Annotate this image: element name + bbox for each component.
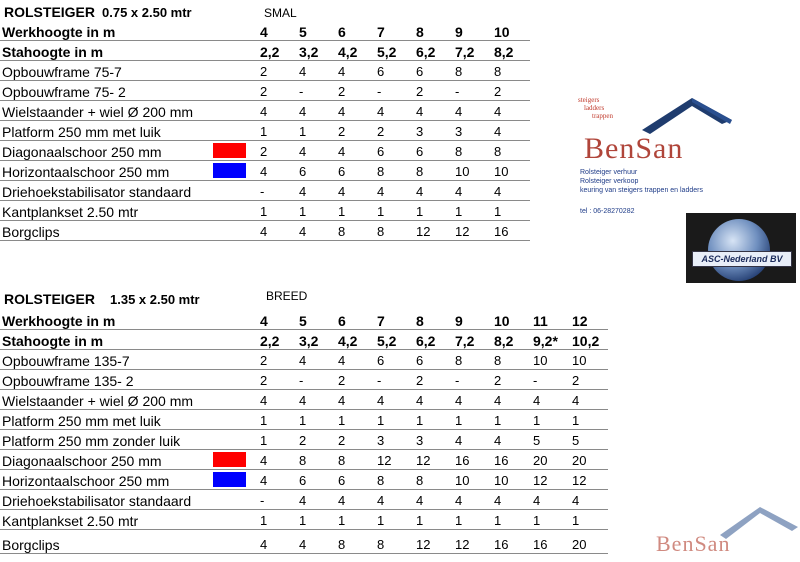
table-row bbox=[0, 140, 530, 160]
table-cell: 4 bbox=[296, 140, 335, 160]
table-cell: 5 bbox=[296, 20, 335, 40]
table-cell: 4 bbox=[296, 349, 335, 369]
table-cell: 5 bbox=[530, 429, 569, 449]
table-cell: 10 bbox=[491, 20, 530, 40]
row-label: Driehoekstabilisator standaard bbox=[0, 489, 213, 509]
logo-small-name: BenSan bbox=[656, 531, 731, 556]
table-cell: 2 bbox=[335, 120, 374, 140]
table-cell: 2 bbox=[413, 80, 452, 100]
table-cell: 6 bbox=[374, 140, 413, 160]
table-cell: 4 bbox=[257, 160, 296, 180]
color-swatch-cell bbox=[213, 309, 257, 329]
table-cell: 20 bbox=[569, 449, 608, 469]
table-cell: 10 bbox=[452, 160, 491, 180]
row-label: Opbouwframe 75-7 bbox=[0, 60, 213, 80]
table-row bbox=[0, 389, 608, 409]
table-row bbox=[0, 489, 608, 509]
table-row bbox=[0, 60, 530, 80]
table-cell: 4 bbox=[413, 180, 452, 200]
table-cell: 8 bbox=[491, 140, 530, 160]
table-cell: 4,2 bbox=[335, 329, 374, 349]
table-cell: 8,2 bbox=[491, 40, 530, 60]
table-cell: 12 bbox=[530, 469, 569, 489]
smal-type: SMAL bbox=[264, 6, 297, 20]
table-cell: 4 bbox=[452, 180, 491, 200]
smal-title: ROLSTEIGER bbox=[4, 4, 96, 20]
table-cell: 16 bbox=[491, 529, 530, 553]
table-cell: 5 bbox=[296, 309, 335, 329]
table-cell: 9 bbox=[452, 309, 491, 329]
table-cell: 6 bbox=[374, 60, 413, 80]
color-swatch-cell bbox=[213, 469, 257, 489]
table-cell: - bbox=[374, 80, 413, 100]
table-cell: 4 bbox=[413, 489, 452, 509]
globe-icon bbox=[708, 219, 770, 281]
color-swatch bbox=[213, 143, 246, 158]
table-cell: 2 bbox=[374, 120, 413, 140]
table-cell: 1 bbox=[374, 509, 413, 529]
table-cell: 4 bbox=[257, 449, 296, 469]
table-cell: 4 bbox=[413, 100, 452, 120]
table-cell: 4 bbox=[530, 389, 569, 409]
table-cell: 5,2 bbox=[374, 329, 413, 349]
table-cell: 4 bbox=[257, 469, 296, 489]
color-swatch-cell bbox=[213, 389, 257, 409]
table-cell: 4,2 bbox=[335, 40, 374, 60]
color-swatch bbox=[213, 452, 246, 467]
color-swatch-cell bbox=[213, 529, 257, 553]
color-swatch-cell bbox=[213, 220, 257, 240]
table-cell: 5,2 bbox=[374, 40, 413, 60]
table-row bbox=[0, 160, 530, 180]
table-cell: 2 bbox=[257, 349, 296, 369]
table-cell: 8 bbox=[335, 220, 374, 240]
table-cell: 8 bbox=[335, 529, 374, 553]
table-cell: 12 bbox=[452, 220, 491, 240]
color-swatch-cell bbox=[213, 20, 257, 40]
table-cell: 1 bbox=[257, 429, 296, 449]
table-cell: 2 bbox=[257, 60, 296, 80]
logo-tagline-3: trappen bbox=[592, 112, 613, 120]
breed-dimension: 1.35 x 2.50 mtr bbox=[110, 292, 200, 307]
bensan-logo-small bbox=[640, 505, 800, 562]
table-row bbox=[0, 180, 530, 200]
table-cell: 1 bbox=[257, 120, 296, 140]
table-cell: 8 bbox=[491, 349, 530, 369]
table-cell: 1 bbox=[452, 200, 491, 220]
table-cell: 12 bbox=[452, 529, 491, 553]
table-cell: 6 bbox=[335, 469, 374, 489]
table-cell: 1 bbox=[491, 200, 530, 220]
table-cell: 3 bbox=[452, 120, 491, 140]
color-swatch-cell bbox=[213, 160, 257, 180]
table-cell: 1 bbox=[569, 409, 608, 429]
table-cell: 4 bbox=[257, 100, 296, 120]
color-swatch-cell bbox=[213, 349, 257, 369]
table-cell: 3 bbox=[413, 120, 452, 140]
table-cell: 2 bbox=[257, 369, 296, 389]
table-cell: 4 bbox=[374, 389, 413, 409]
table-cell: 16 bbox=[491, 220, 530, 240]
table-cell: 6 bbox=[413, 60, 452, 80]
row-label: Wielstaander + wiel Ø 200 mm bbox=[0, 389, 213, 409]
table-cell: 10,2 bbox=[569, 329, 608, 349]
table-cell: 4 bbox=[530, 489, 569, 509]
row-label: Werkhoogte in m bbox=[0, 20, 213, 40]
table-cell: 9 bbox=[452, 20, 491, 40]
table-row bbox=[0, 349, 608, 369]
color-swatch-cell bbox=[213, 40, 257, 60]
table-cell: 4 bbox=[452, 100, 491, 120]
table-cell: 1 bbox=[452, 409, 491, 429]
table-cell: 4 bbox=[257, 309, 296, 329]
table-cell: 1 bbox=[491, 409, 530, 429]
table-cell: 8 bbox=[374, 469, 413, 489]
table-cell: 2 bbox=[335, 80, 374, 100]
table-cell: 6,2 bbox=[413, 40, 452, 60]
table-cell: 6 bbox=[296, 469, 335, 489]
bensan-logo bbox=[572, 90, 782, 215]
row-label: Werkhoogte in m bbox=[0, 309, 213, 329]
table-cell: 6,2 bbox=[413, 329, 452, 349]
table-row bbox=[0, 20, 530, 40]
table-cell: 16 bbox=[452, 449, 491, 469]
color-swatch-cell bbox=[213, 329, 257, 349]
table-cell: 4 bbox=[296, 60, 335, 80]
table-cell: 3 bbox=[413, 429, 452, 449]
color-swatch-cell bbox=[213, 489, 257, 509]
table-cell: 10 bbox=[452, 469, 491, 489]
table-row bbox=[0, 120, 530, 140]
logo-line-2: Rolsteiger verkoop bbox=[580, 178, 639, 185]
table-cell: 8 bbox=[335, 449, 374, 469]
table-cell: 8 bbox=[413, 469, 452, 489]
table-cell: 10 bbox=[491, 160, 530, 180]
table-cell: 1 bbox=[335, 200, 374, 220]
table-cell: 1 bbox=[452, 509, 491, 529]
table-cell: 4 bbox=[491, 489, 530, 509]
row-label: Opbouwframe 75- 2 bbox=[0, 80, 213, 100]
color-swatch-cell bbox=[213, 60, 257, 80]
table-cell: 16 bbox=[530, 529, 569, 553]
table-cell: 1 bbox=[569, 509, 608, 529]
color-swatch-cell bbox=[213, 509, 257, 529]
table-cell: - bbox=[257, 180, 296, 200]
breed-title: ROLSTEIGER bbox=[4, 291, 96, 307]
table-cell: 4 bbox=[452, 489, 491, 509]
table-cell: 12 bbox=[413, 449, 452, 469]
table-cell: - bbox=[296, 369, 335, 389]
table-cell: 8 bbox=[452, 140, 491, 160]
table-row bbox=[0, 100, 530, 120]
table-cell: 12 bbox=[569, 469, 608, 489]
row-label: Wielstaander + wiel Ø 200 mm bbox=[0, 100, 213, 120]
table-cell: 2,2 bbox=[257, 40, 296, 60]
logo-tagline-2: ladders bbox=[584, 104, 605, 112]
row-label: Opbouwframe 135- 2 bbox=[0, 369, 213, 389]
logo-phone: tel : 06-28270282 bbox=[580, 208, 635, 215]
table-row bbox=[0, 509, 608, 529]
table-cell: 1 bbox=[257, 200, 296, 220]
table-cell: 8 bbox=[413, 20, 452, 40]
table-cell: 1 bbox=[296, 409, 335, 429]
table-row bbox=[0, 529, 608, 553]
table-cell: 4 bbox=[413, 389, 452, 409]
table-cell: 1 bbox=[257, 509, 296, 529]
table-row bbox=[0, 449, 608, 469]
row-label: Diagonaalschoor 250 mm bbox=[0, 140, 213, 160]
table-cell: 4 bbox=[491, 180, 530, 200]
table-cell: 1 bbox=[413, 409, 452, 429]
table-cell: 6 bbox=[335, 160, 374, 180]
table-cell: 2,2 bbox=[257, 329, 296, 349]
table-cell: 6 bbox=[335, 20, 374, 40]
table-cell: 2 bbox=[569, 369, 608, 389]
table-cell: 4 bbox=[452, 389, 491, 409]
breed-type: BREED bbox=[266, 289, 308, 303]
table-cell: 20 bbox=[569, 529, 608, 553]
color-swatch-cell bbox=[213, 409, 257, 429]
table-cell: 4 bbox=[257, 389, 296, 409]
table-cell: 4 bbox=[491, 120, 530, 140]
breed-table bbox=[0, 309, 608, 554]
table-cell: 5 bbox=[569, 429, 608, 449]
table-cell: 9,2* bbox=[530, 329, 569, 349]
row-label: Borgclips bbox=[0, 529, 213, 553]
table-row bbox=[0, 309, 608, 329]
row-label: Platform 250 mm met luik bbox=[0, 409, 213, 429]
table-cell: 2 bbox=[335, 369, 374, 389]
table-cell: 8 bbox=[491, 60, 530, 80]
color-swatch-cell bbox=[213, 100, 257, 120]
table-cell: 4 bbox=[296, 100, 335, 120]
table-cell: 10 bbox=[530, 349, 569, 369]
color-swatch-cell bbox=[213, 369, 257, 389]
table-cell: 4 bbox=[257, 20, 296, 40]
row-label: Stahoogte in m bbox=[0, 329, 213, 349]
table-cell: 1 bbox=[374, 409, 413, 429]
table-cell: 6 bbox=[413, 140, 452, 160]
table-cell: 2 bbox=[335, 429, 374, 449]
table-cell: 1 bbox=[530, 509, 569, 529]
table-cell: 4 bbox=[296, 389, 335, 409]
table-cell: 7,2 bbox=[452, 329, 491, 349]
table-cell: 3,2 bbox=[296, 329, 335, 349]
table-cell: 7,2 bbox=[452, 40, 491, 60]
row-label: Kantplankset 2.50 mtr bbox=[0, 509, 213, 529]
table-cell: 2 bbox=[257, 140, 296, 160]
table-cell: 4 bbox=[374, 489, 413, 509]
table-cell: 1 bbox=[413, 509, 452, 529]
table-cell: 1 bbox=[296, 200, 335, 220]
table-cell: 2 bbox=[296, 429, 335, 449]
table-row bbox=[0, 220, 530, 240]
row-label: Kantplankset 2.50 mtr bbox=[0, 200, 213, 220]
row-label: Platform 250 mm zonder luik bbox=[0, 429, 213, 449]
table-row bbox=[0, 429, 608, 449]
table-cell: - bbox=[530, 369, 569, 389]
row-label: Stahoogte in m bbox=[0, 40, 213, 60]
table-row bbox=[0, 409, 608, 429]
row-label: Horizontaalschoor 250 mm bbox=[0, 469, 213, 489]
table-cell: 6 bbox=[374, 349, 413, 369]
table-cell: 4 bbox=[374, 180, 413, 200]
table-cell: 10 bbox=[569, 349, 608, 369]
color-swatch-cell bbox=[213, 200, 257, 220]
table-cell: 12 bbox=[413, 220, 452, 240]
table-row bbox=[0, 329, 608, 349]
color-swatch-cell bbox=[213, 140, 257, 160]
table-cell: 12 bbox=[374, 449, 413, 469]
table-cell: 3,2 bbox=[296, 40, 335, 60]
row-label: Diagonaalschoor 250 mm bbox=[0, 449, 213, 469]
table-row bbox=[0, 80, 530, 100]
table-cell: 11 bbox=[530, 309, 569, 329]
table-cell: 4 bbox=[569, 389, 608, 409]
table-cell: 7 bbox=[374, 309, 413, 329]
table-cell: 12 bbox=[569, 309, 608, 329]
table-cell: 7 bbox=[374, 20, 413, 40]
table-cell: - bbox=[452, 80, 491, 100]
logo-line-1: Rolsteiger verhuur bbox=[580, 169, 638, 176]
table-cell: 4 bbox=[257, 529, 296, 553]
table-cell: 8 bbox=[452, 349, 491, 369]
table-cell: 1 bbox=[491, 509, 530, 529]
smal-dimension: 0.75 x 2.50 mtr bbox=[102, 5, 192, 20]
table-row bbox=[0, 200, 530, 220]
table-cell: 4 bbox=[296, 529, 335, 553]
table-cell: 4 bbox=[452, 429, 491, 449]
asc-label: ASC-Nederland BV bbox=[692, 251, 792, 267]
logo-tagline-1: steigers bbox=[578, 96, 600, 104]
table-cell: 8 bbox=[374, 529, 413, 553]
table-cell: 1 bbox=[413, 200, 452, 220]
table-cell: 6 bbox=[296, 160, 335, 180]
table-cell: 10 bbox=[491, 469, 530, 489]
logo-name: BenSan bbox=[584, 132, 684, 165]
asc-logo bbox=[686, 213, 796, 283]
table-cell: 4 bbox=[491, 389, 530, 409]
table-cell: 1 bbox=[296, 120, 335, 140]
table-cell: 4 bbox=[335, 180, 374, 200]
table-cell: 4 bbox=[335, 389, 374, 409]
table-cell: 4 bbox=[257, 220, 296, 240]
table-cell: 6 bbox=[413, 349, 452, 369]
table-cell: 8 bbox=[413, 160, 452, 180]
table-cell: 4 bbox=[569, 489, 608, 509]
table-cell: 6 bbox=[335, 309, 374, 329]
table-cell: - bbox=[374, 369, 413, 389]
table-cell: 20 bbox=[530, 449, 569, 469]
table-cell: 8 bbox=[452, 60, 491, 80]
table-cell: 8 bbox=[413, 309, 452, 329]
color-swatch-cell bbox=[213, 449, 257, 469]
color-swatch-cell bbox=[213, 429, 257, 449]
table-row bbox=[0, 369, 608, 389]
table-cell: 4 bbox=[296, 489, 335, 509]
color-swatch bbox=[213, 163, 246, 178]
table-cell: 1 bbox=[374, 200, 413, 220]
table-cell: 4 bbox=[491, 100, 530, 120]
table-row bbox=[0, 40, 530, 60]
table-cell: 2 bbox=[491, 80, 530, 100]
row-label: Borgclips bbox=[0, 220, 213, 240]
table-cell: - bbox=[452, 369, 491, 389]
table-cell: 8,2 bbox=[491, 329, 530, 349]
table-cell: 12 bbox=[413, 529, 452, 553]
row-label: Platform 250 mm met luik bbox=[0, 120, 213, 140]
color-swatch-cell bbox=[213, 180, 257, 200]
table-cell: 4 bbox=[335, 140, 374, 160]
table-cell: 16 bbox=[491, 449, 530, 469]
table-cell: 1 bbox=[335, 409, 374, 429]
table-cell: 8 bbox=[296, 449, 335, 469]
table-cell: 4 bbox=[335, 349, 374, 369]
table-cell: 4 bbox=[335, 60, 374, 80]
color-swatch-cell bbox=[213, 120, 257, 140]
row-label: Driehoekstabilisator standaard bbox=[0, 180, 213, 200]
table-cell: 4 bbox=[374, 100, 413, 120]
table-cell: 2 bbox=[257, 80, 296, 100]
table-cell: - bbox=[257, 489, 296, 509]
table-row bbox=[0, 469, 608, 489]
table-cell: 1 bbox=[257, 409, 296, 429]
logo-line-3: keuring van steigers trappen en ladders bbox=[580, 187, 703, 194]
table-cell: 2 bbox=[491, 369, 530, 389]
table-cell: 4 bbox=[296, 220, 335, 240]
table-cell: 8 bbox=[374, 160, 413, 180]
table-cell: 1 bbox=[530, 409, 569, 429]
row-label: Horizontaalschoor 250 mm bbox=[0, 160, 213, 180]
table-cell: 2 bbox=[413, 369, 452, 389]
table-cell: - bbox=[296, 80, 335, 100]
table-cell: 4 bbox=[335, 100, 374, 120]
table-cell: 4 bbox=[335, 489, 374, 509]
table-cell: 1 bbox=[296, 509, 335, 529]
color-swatch-cell bbox=[213, 80, 257, 100]
table-cell: 4 bbox=[296, 180, 335, 200]
table-cell: 3 bbox=[374, 429, 413, 449]
color-swatch bbox=[213, 472, 246, 487]
row-label: Opbouwframe 135-7 bbox=[0, 349, 213, 369]
table-cell: 8 bbox=[374, 220, 413, 240]
table-cell: 10 bbox=[491, 309, 530, 329]
smal-table bbox=[0, 20, 530, 241]
table-cell: 1 bbox=[335, 509, 374, 529]
table-cell: 4 bbox=[491, 429, 530, 449]
